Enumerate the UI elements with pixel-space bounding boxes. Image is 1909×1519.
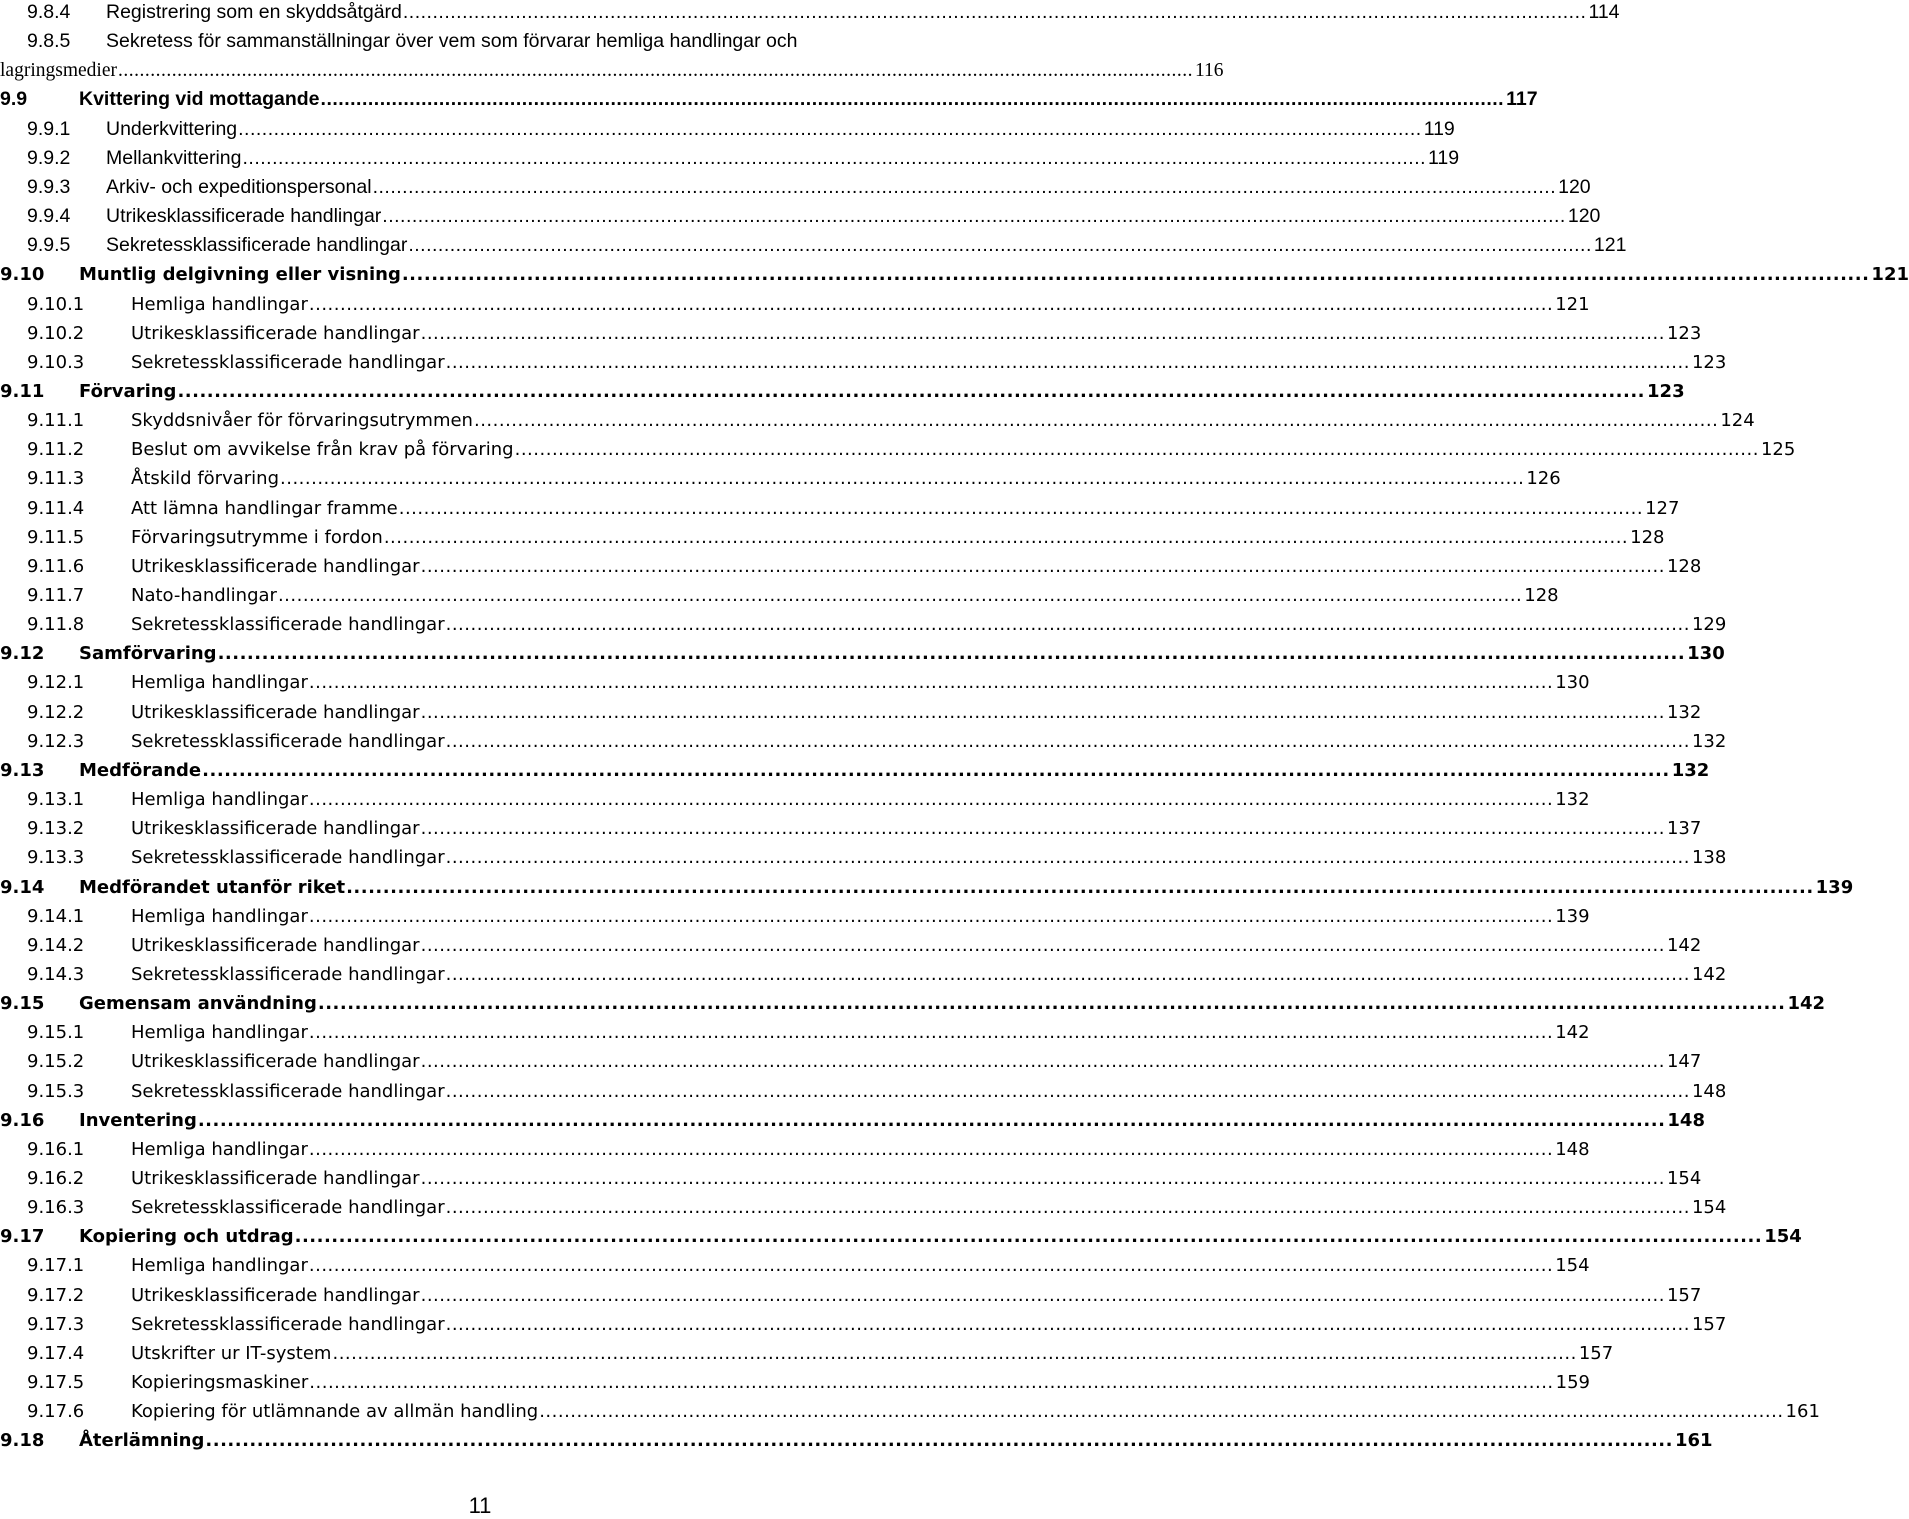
toc-entry-title: Mellankvittering	[106, 144, 242, 173]
toc-entry[interactable]	[0, 27, 960, 56]
toc-entry-title: Sekretessklassificerade handlingar	[131, 1077, 446, 1106]
toc-entry-page: 137	[1665, 814, 1701, 843]
toc-entry-title: Gemensam användning	[79, 989, 318, 1018]
toc-entry[interactable]	[0, 1281, 1702, 1310]
toc-entry-number: 9.14.2	[27, 934, 85, 956]
dot-leader: ........................................................................................................................................................................................................	[420, 934, 1665, 956]
toc-entry[interactable]	[0, 0, 1620, 27]
toc-entry-title: Sekretessklassificerade handlingar	[131, 610, 446, 639]
toc-entry-title: Förvaring	[79, 377, 177, 406]
toc-entry[interactable]	[0, 1018, 1590, 1047]
dot-leader: ........................................................................................................................................................................................................	[117, 60, 1193, 82]
toc-entry[interactable]	[0, 56, 1224, 85]
toc-entry-number: 9.13.3	[27, 847, 85, 869]
toc-entry[interactable]	[0, 435, 1796, 464]
toc-entry-title: Skyddsnivåer för förvaringsutrymmen	[131, 406, 474, 435]
toc-entry[interactable]	[0, 727, 1727, 756]
toc-entry-page: 128	[1628, 523, 1664, 552]
toc-entry[interactable]	[0, 202, 1601, 231]
toc-entry-number: 9.9.1	[27, 117, 71, 140]
toc-entry[interactable]	[0, 1339, 1614, 1368]
toc-entry[interactable]	[0, 231, 1627, 260]
dot-leader: ........................................................................................................................................................................................................	[445, 1080, 1690, 1102]
dot-leader: ........................................................................................................................................................................................................	[401, 264, 1870, 286]
toc-entry[interactable]	[0, 960, 1727, 989]
dot-leader: ........................................................................................................................................................................................................	[332, 1342, 1577, 1364]
toc-entry-title: Arkiv- och expeditionspersonal	[106, 173, 373, 202]
toc-entry-title: Underkvittering	[106, 115, 238, 144]
dot-leader: ........................................................................................................................................................................................................	[372, 175, 1557, 198]
toc-entry[interactable]	[0, 1047, 1702, 1076]
toc-entry-page: 117	[1504, 85, 1537, 114]
dot-leader: ........................................................................................................................................................................................................	[445, 351, 1690, 373]
toc-entry[interactable]	[0, 173, 1591, 202]
toc-entry[interactable]	[0, 814, 1702, 843]
toc-entry-number: 9.15.2	[27, 1051, 85, 1073]
dot-leader: ........................................................................................................................................................................................................	[445, 1197, 1690, 1219]
toc-entry-title: Hemliga handlingar	[131, 1018, 309, 1047]
dot-leader: ........................................................................................................................................................................................................	[408, 234, 1592, 257]
toc-entry-page: 123	[1645, 377, 1685, 406]
toc-entry[interactable]	[0, 260, 1909, 289]
dot-leader: ........................................................................................................................................................................................................	[420, 818, 1665, 840]
toc-entry-number: 9.17.4	[27, 1342, 85, 1364]
toc-entry[interactable]	[0, 115, 1455, 144]
toc-entry-page: 125	[1759, 435, 1795, 464]
toc-entry-title: Åtskild förvaring	[131, 464, 280, 493]
toc-entry-number: 9.16.2	[27, 1168, 85, 1189]
toc-entry[interactable]	[0, 523, 1665, 552]
dot-leader: ........................................................................................................................................................................................................	[317, 993, 1786, 1015]
toc-entry-number: 9.11.5	[27, 526, 85, 548]
dot-leader: ........................................................................................................................................................................................................	[294, 1226, 1763, 1248]
toc-entry-number: 9.14	[0, 876, 45, 898]
toc-entry-page: 124	[1718, 406, 1754, 435]
dot-leader: ........................................................................................................................................................................................................	[202, 759, 1670, 781]
toc-entry-page: 132	[1690, 727, 1726, 756]
dot-leader: ........................................................................................................................................................................................................	[382, 205, 1566, 228]
toc-entry-page: 123	[1665, 319, 1701, 348]
toc-entry-number: 9.8.5	[27, 30, 71, 53]
toc-entry[interactable]	[0, 756, 1710, 785]
toc-entry-number: 9.15	[0, 993, 45, 1015]
toc-entry-title: Kvittering vid mottagande	[79, 85, 321, 114]
dot-leader: ........................................................................................................................................................................................................	[445, 1313, 1690, 1335]
toc-entry-number: 9.9.3	[27, 175, 71, 198]
toc-entry-number: 9.11.2	[27, 439, 85, 461]
toc-entry-number: 9.11.3	[27, 468, 85, 490]
toc-entry-page: 148	[1690, 1077, 1726, 1106]
toc-entry-title: Nato-handlingar	[131, 581, 278, 610]
dot-leader: ........................................................................................................................................................................................................	[420, 1051, 1665, 1073]
toc-entry-number: 9.17.2	[27, 1284, 85, 1306]
dot-leader: ........................................................................................................................................................................................................	[309, 1372, 1554, 1394]
dot-leader: ........................................................................................................................................................................................................	[445, 963, 1690, 985]
toc-entry-page: 120	[1566, 202, 1601, 231]
toc-entry-page: 142	[1665, 931, 1701, 960]
toc-entry-page: 132	[1665, 698, 1701, 727]
toc-entry-number: 9.17.1	[27, 1255, 85, 1277]
toc-entry-page: 132	[1553, 785, 1589, 814]
toc-entry[interactable]	[0, 785, 1590, 814]
toc-entry[interactable]	[0, 85, 1538, 114]
toc-entry-page: 139	[1814, 873, 1854, 902]
toc-entry-title: Återlämning	[79, 1426, 205, 1455]
toc-entry-page: 119	[1426, 144, 1459, 173]
toc-entry[interactable]	[0, 873, 1854, 902]
toc-entry[interactable]	[0, 610, 1727, 639]
dot-leader: ........................................................................................................................................................................................................	[308, 1255, 1554, 1277]
toc-entry-page: 154	[1665, 1164, 1701, 1193]
toc-entry[interactable]	[0, 581, 1559, 610]
dot-leader: ........................................................................................................................................................................................................	[473, 410, 1719, 432]
toc-entry-title: Kopiering för utlämnande av allmän handling	[131, 1397, 539, 1426]
toc-entry-number: 9.9.5	[27, 234, 71, 257]
toc-entry-title: Hemliga handlingar	[131, 785, 309, 814]
toc-entry-number: 9.10.3	[27, 351, 85, 373]
toc-entry-number: 9.13.1	[27, 789, 85, 811]
toc-entry-page: 142	[1553, 1018, 1589, 1047]
toc-entry-title: Utrikesklassificerade handlingar	[131, 319, 421, 348]
toc-entry[interactable]	[0, 1397, 1820, 1426]
toc-entry-page: 121	[1553, 290, 1589, 319]
dot-leader: ........................................................................................................................................................................................................	[277, 585, 1523, 606]
toc-entry-number: 9.15.3	[27, 1080, 85, 1102]
dot-leader: ........................................................................................................................................................................................................	[445, 730, 1690, 752]
toc-entry-number: 9.11.8	[27, 614, 85, 636]
toc-entry-number: 9.13.2	[27, 818, 85, 840]
toc-entry[interactable]	[0, 319, 1702, 348]
toc-entry-page: 120	[1556, 173, 1591, 202]
toc-entry-number: 9.12.3	[27, 730, 85, 752]
toc-entry-page: 157	[1665, 1281, 1701, 1310]
dot-leader: ........................................................................................................................................................................................................	[308, 905, 1554, 927]
toc-entry-page: 161	[1784, 1397, 1820, 1426]
toc-entry-number: 9.16	[0, 1109, 45, 1131]
page-number: 11	[468, 1493, 492, 1518]
dot-leader: ........................................................................................................................................................................................................	[308, 1022, 1554, 1044]
toc-entry-title: Utrikesklassificerade handlingar	[131, 814, 421, 843]
toc-entry-number: 9.17.3	[27, 1313, 85, 1335]
toc-entry-title: Utrikesklassificerade handlingar	[106, 202, 382, 231]
dot-leader: ........................................................................................................................................................................................................	[320, 88, 1505, 111]
toc-entry-title: Sekretessklassificerade handlingar	[131, 1310, 446, 1339]
toc-entry-title: Hemliga handlingar	[131, 290, 309, 319]
toc-entry-number: 9.16.3	[27, 1197, 85, 1219]
toc-entry-number: 9.9.4	[27, 205, 71, 228]
toc-entry-title: Beslut om avvikelse från krav på förvaring	[131, 435, 515, 464]
toc-entry-page: 147	[1665, 1047, 1701, 1076]
toc-entry-number: 9.17.6	[27, 1401, 85, 1423]
toc-entry-title: Sekretessklassificerade handlingar	[131, 1193, 446, 1222]
toc-entry-number: 9.11.6	[27, 555, 85, 577]
toc-entry-page: 154	[1690, 1193, 1726, 1222]
toc-entry-page: 148	[1553, 1135, 1589, 1164]
dot-leader: ........................................................................................................................................................................................................	[197, 1109, 1666, 1131]
toc-entry-page: 127	[1643, 494, 1679, 523]
toc-entry-page: 119	[1422, 115, 1455, 144]
toc-entry[interactable]	[0, 348, 1727, 377]
toc-entry[interactable]	[0, 494, 1680, 523]
toc-entry-page: 114	[1586, 0, 1619, 27]
toc-entry[interactable]	[0, 989, 1826, 1018]
dot-leader: ........................................................................................................................................................................................................	[398, 497, 1644, 519]
toc-entry-title: Sekretessklassificerade handlingar	[131, 348, 446, 377]
toc-entry-page: 121	[1592, 231, 1627, 260]
dot-leader: ........................................................................................................................................................................................................	[308, 293, 1554, 315]
toc-entry-number: 9.11.1	[27, 410, 85, 432]
toc-entry-number: 9.12.2	[27, 701, 85, 723]
toc-entry[interactable]	[0, 1077, 1727, 1106]
dot-leader: ........................................................................................................................................................................................................	[420, 1284, 1665, 1306]
toc-entry[interactable]	[0, 406, 1755, 435]
toc-entry[interactable]	[0, 1368, 1590, 1397]
toc-entry-page: 129	[1690, 610, 1726, 639]
toc-entry-title: Hemliga handlingar	[131, 902, 309, 931]
toc-entry-title: Utrikesklassificerade handlingar	[131, 1164, 421, 1193]
toc-entry-page: 159	[1554, 1368, 1590, 1397]
toc-entry-title: Sekretessklassificerade handlingar	[106, 231, 408, 260]
toc-entry-number: 9.13	[0, 759, 45, 781]
toc-entry-number: 9.8.4	[27, 1, 71, 23]
toc-entry-number: 9.17.5	[27, 1372, 85, 1394]
dot-leader: ........................................................................................................................................................................................................	[383, 526, 1629, 548]
dot-leader: ........................................................................................................................................................................................................	[308, 789, 1554, 811]
dot-leader: ........................................................................................................................................................................................................	[205, 1430, 1673, 1452]
toc-entry-page: 142	[1785, 989, 1825, 1018]
toc-entry-number: 9.11.4	[27, 497, 85, 519]
toc-entry-page: 154	[1553, 1251, 1589, 1280]
toc-entry[interactable]	[0, 1135, 1590, 1164]
toc-entry-page: 138	[1690, 843, 1726, 872]
toc-entry[interactable]	[0, 843, 1727, 872]
toc-entry-title: Sekretessklassificerade handlingar	[131, 960, 446, 989]
toc-entry-page: 123	[1690, 348, 1726, 377]
dot-leader: ........................................................................................................................................................................................................	[514, 439, 1759, 461]
toc-entry-page: 139	[1553, 902, 1589, 931]
toc-entry-title: Kopieringsmaskiner	[131, 1368, 309, 1397]
toc-entry-title: Medförandet utanför riket	[79, 873, 346, 902]
toc-entry-number: 9.17	[0, 1226, 45, 1248]
toc-entry[interactable]	[0, 464, 1561, 493]
toc-entry-page: 148	[1665, 1106, 1705, 1135]
dot-leader: ........................................................................................................................................................................................................	[242, 146, 1427, 169]
toc-entry-page: 161	[1673, 1426, 1713, 1455]
toc-entry-number: 9.10	[0, 264, 45, 286]
dot-leader: ........................................................................................................................................................................................................	[445, 614, 1690, 636]
dot-leader: ........................................................................................................................................................................................................	[280, 468, 1525, 490]
toc-entry-title: Medförande	[79, 756, 202, 785]
dot-leader: ........................................................................................................................................................................................................	[177, 380, 1646, 402]
toc-entry[interactable]	[0, 1310, 1727, 1339]
toc-entry-number: 9.14.3	[27, 963, 85, 985]
dot-leader: ........................................................................................................................................................................................................	[420, 701, 1665, 723]
toc-entry-page: 128	[1665, 552, 1701, 581]
toc-entry-number: 9.11	[0, 380, 45, 402]
toc-entry[interactable]	[0, 1193, 1727, 1222]
dot-leader: ........................................................................................................................................................................................................	[539, 1401, 1784, 1423]
toc-entry[interactable]	[0, 1251, 1590, 1280]
toc-entry-title: Utrikesklassificerade handlingar	[131, 1047, 421, 1076]
toc-entry-title: Registrering som en skyddsåtgärd	[106, 0, 403, 27]
toc-entry-title: Hemliga handlingar	[131, 668, 309, 697]
toc-entry[interactable]	[0, 377, 1685, 406]
toc-entry-page: 116	[1193, 56, 1224, 85]
toc-entry[interactable]	[0, 902, 1590, 931]
toc-entry-title: Muntlig delgivning eller visning	[79, 260, 402, 289]
toc-entry-title: Inventering	[79, 1106, 198, 1135]
toc-entry-page: 126	[1524, 464, 1560, 493]
toc-entry[interactable]	[0, 639, 1725, 668]
toc-entry-page: 157	[1577, 1339, 1613, 1368]
toc-entry-page: 121	[1869, 260, 1909, 289]
toc-entry-page: 157	[1690, 1310, 1726, 1339]
dot-leader: ........................................................................................................................................................................................................	[420, 1168, 1665, 1189]
toc-entry-page: 154	[1762, 1222, 1802, 1251]
toc-entry[interactable]	[0, 290, 1590, 319]
toc-entry-number: 9.15.1	[27, 1022, 85, 1044]
toc-entry[interactable]	[0, 552, 1702, 581]
toc-entry-title: Sekretess för sammanställningar över vem som förvarar hemliga handlingar och	[106, 27, 798, 56]
toc-entry-number: 9.9	[0, 88, 28, 111]
dot-leader: ........................................................................................................................................................................................................	[445, 847, 1690, 869]
toc-entry[interactable]	[0, 1106, 1705, 1135]
toc-entry-number: 9.12	[0, 643, 45, 665]
toc-entry-number: 9.16.1	[27, 1138, 85, 1160]
toc-entry-title: Utskrifter ur IT-system	[131, 1339, 332, 1368]
toc-entry[interactable]	[0, 1164, 1702, 1193]
toc-entry-title: Utrikesklassificerade handlingar	[131, 698, 421, 727]
toc-entry-number: 9.14.1	[27, 905, 85, 927]
toc-entry[interactable]	[0, 931, 1702, 960]
toc-entry-page: 142	[1690, 960, 1726, 989]
toc-entry-title: lagringsmedier	[0, 56, 118, 85]
toc-entry-title: Utrikesklassificerade handlingar	[131, 552, 421, 581]
toc-entry-page: 128	[1522, 581, 1558, 610]
toc-entry-title: Utrikesklassificerade handlingar	[131, 931, 421, 960]
toc-entry[interactable]	[0, 1222, 1802, 1251]
dot-leader: ........................................................................................................................................................................................................	[346, 876, 1814, 898]
dot-leader: ........................................................................................................................................................................................................	[308, 1138, 1554, 1160]
toc-entry-page: 130	[1685, 639, 1725, 668]
toc-entry-title: Hemliga handlingar	[131, 1251, 309, 1280]
dot-leader: ........................................................................................................................................................................................................	[308, 672, 1554, 694]
toc-entry-number: 9.12.1	[27, 672, 85, 694]
toc-entry[interactable]	[0, 698, 1702, 727]
toc-entry-title: Att lämna handlingar framme	[131, 494, 399, 523]
toc-entry-number: 9.11.7	[27, 585, 85, 606]
toc-entry[interactable]	[0, 144, 1460, 173]
toc-entry-number: 9.18	[0, 1430, 45, 1452]
dot-leader: ........................................................................................................................................................................................................	[420, 322, 1665, 344]
dot-leader: ........................................................................................................................................................................................................	[420, 555, 1665, 577]
dot-leader: ........................................................................................................................................................................................................	[238, 117, 1422, 140]
toc-entry-number: 9.9.2	[27, 146, 71, 169]
toc-entry-page: 130	[1553, 668, 1589, 697]
toc-entry-title: Utrikesklassificerade handlingar	[131, 1281, 421, 1310]
dot-leader: ........................................................................................................................................................................................................	[217, 643, 1686, 665]
toc-entry-title: Samförvaring	[79, 639, 218, 668]
toc-entry[interactable]	[0, 668, 1590, 697]
toc-entry[interactable]	[0, 1426, 1713, 1455]
toc-entry-title: Hemliga handlingar	[131, 1135, 309, 1164]
toc-entry-title: Sekretessklassificerade handlingar	[131, 727, 446, 756]
dot-leader: ........................................................................................................................................................................................................	[402, 1, 1587, 23]
toc-entry-title: Förvaringsutrymme i fordon	[131, 523, 384, 552]
toc-entry-number: 9.10.1	[27, 293, 85, 315]
toc-entry-title: Kopiering och utdrag	[79, 1222, 295, 1251]
toc-entry-page: 132	[1670, 756, 1710, 785]
toc-entry-number: 9.10.2	[27, 322, 85, 344]
toc-entry-title: Sekretessklassificerade handlingar	[131, 843, 446, 872]
